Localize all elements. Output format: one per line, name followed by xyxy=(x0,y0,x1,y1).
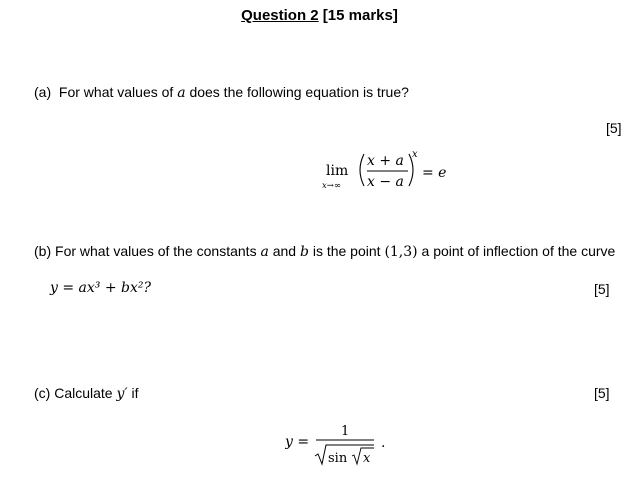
y-numerator: 1 xyxy=(341,424,350,439)
part-c-var: y′ xyxy=(116,386,128,402)
part-b-text-2: and xyxy=(272,243,297,259)
part-c-text: Calculate xyxy=(54,385,113,401)
part-b-var-b: b xyxy=(299,244,309,260)
part-a-question xyxy=(34,84,409,101)
part-c-question xyxy=(34,385,138,402)
limit-equation xyxy=(322,150,472,194)
part-b-text-4: a point of inflection of the curve xyxy=(421,243,616,259)
part-a-label: (a) xyxy=(34,84,52,100)
part-c-text-after: if xyxy=(131,385,139,401)
left-paren xyxy=(360,154,364,186)
limit-denominator: x − a xyxy=(367,174,404,190)
limit-lim: lim xyxy=(326,163,349,179)
question-title xyxy=(0,7,639,24)
part-a-text-after: does the following equation is true? xyxy=(189,84,409,100)
y-sin: sin xyxy=(328,451,348,466)
limit-numerator: x + a xyxy=(367,153,404,169)
question-number: Question 2 xyxy=(241,7,319,24)
limit-rhs: = e xyxy=(422,165,447,181)
y-inner-x: x xyxy=(363,451,371,466)
part-b-question xyxy=(34,243,615,260)
part-c-marks: [5] xyxy=(594,385,610,401)
y-lhs: y = xyxy=(285,434,310,450)
part-b-curve: y = ax³ + bx²? xyxy=(50,280,152,296)
part-b-text-1: For what values of the constants xyxy=(55,243,257,259)
derivative-equation xyxy=(285,418,395,468)
y-period: . xyxy=(381,435,386,451)
part-b-text-3: is the point xyxy=(312,243,381,259)
part-b-var-a: a xyxy=(260,244,269,260)
part-a-var-a: a xyxy=(177,85,186,101)
limit-exponent: x xyxy=(412,150,418,160)
part-b-point: (1,3) xyxy=(384,244,418,260)
part-c-label: (c) xyxy=(34,385,51,401)
question-total-marks: [15 marks] xyxy=(318,7,398,24)
part-a-marks: [5] xyxy=(606,120,622,136)
part-b-label: (b) xyxy=(34,243,52,259)
part-b-marks: [5] xyxy=(594,281,610,297)
limit-subscript: x→∞ xyxy=(322,181,341,191)
part-a-text-before: For what values of xyxy=(58,84,174,100)
